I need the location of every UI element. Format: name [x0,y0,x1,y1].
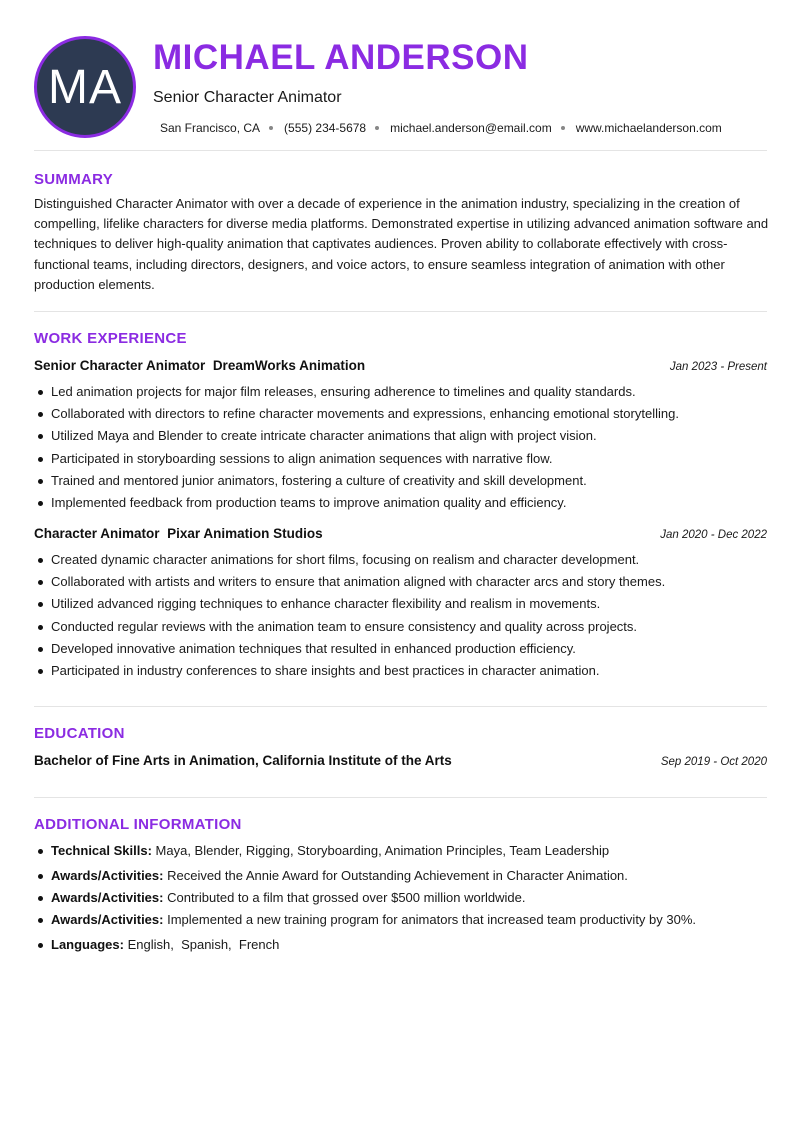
additional-info-heading: ADDITIONAL INFORMATION [34,816,242,833]
contact-phone: (555) 234-5678 [284,121,367,135]
list-item [34,840,767,865]
avatar [34,36,136,138]
list-item: Collaborated with directors to refine character movements and expressions, enhancing emotional storytelling. [34,403,767,425]
list-item [34,909,767,934]
list-item [34,887,767,909]
item-text: English, Spanish, French [127,937,280,953]
list-item: Implemented feedback from production teams to improve animation quality and efficiency. [34,492,767,514]
separator-dot [375,126,379,130]
item-label: Awards/Activities: [51,890,164,906]
summary-heading: SUMMARY [34,171,114,188]
job-header [34,358,767,373]
list-item [34,934,767,956]
list-item: Trained and mentored junior animators, fostering a culture of creativity and skill development. [34,470,767,492]
list-item: Participated in industry conferences to share insights and best practices in character animation. [34,660,767,682]
job-company: Pixar Animation Studios [167,526,323,541]
item-text: Contributed to a film that grossed over $500 million worldwide. [167,890,526,906]
list-item: Conducted regular reviews with the animation team to ensure consistency and quality across projects. [34,616,767,638]
contact-email[interactable]: michael.anderson@email.com [390,121,552,135]
divider [34,150,767,151]
list-item: Participated in storyboarding sessions to align animation sequences with narrative flow. [34,448,767,470]
divider [34,797,767,798]
separator-dot [561,126,565,130]
contact-line [160,121,722,135]
list-item: Developed innovative animation techniques that resulted in enhanced production efficiency. [34,638,767,660]
avatar-initials: MA [48,60,122,114]
additional-info-list [34,840,767,957]
item-text: Maya, Blender, Rigging, Storyboarding, Animation Principles, Team Leadership [155,843,610,858]
item-label: Technical Skills: [51,843,152,858]
education-entry [34,753,767,768]
job-title-line [34,358,365,373]
contact-location: San Francisco, CA [160,121,261,135]
candidate-name: MICHAEL ANDERSON [153,38,529,77]
item-text: Received the Annie Award for Outstanding Achievement in Character Animation. [167,868,628,883]
contact-website[interactable]: www.michaelanderson.com [575,121,722,135]
job-role: Character Animator [34,526,160,541]
work-experience-heading: WORK EXPERIENCE [34,330,187,347]
job-role: Senior Character Animator [34,358,206,373]
list-item: Utilized Maya and Blender to create intricate character animations that align with project vision. [34,425,767,447]
education-heading: EDUCATION [34,725,125,742]
item-label: Awards/Activities: [51,868,164,883]
education-degree: Bachelor of Fine Arts in Animation, California Institute of the Arts [34,753,452,768]
separator-dot [269,126,273,130]
item-text: Implemented a new training program for animators that increased team productivity by 30%. [167,912,697,928]
list-item [34,865,767,887]
divider [34,311,767,312]
list-item: Created dynamic character animations for short films, focusing on realism and character development. [34,549,767,571]
item-label: Awards/Activities: [51,912,164,928]
list-item: Led animation projects for major film releases, ensuring adherence to timelines and quality standards. [34,381,767,403]
job-bullets [34,549,767,682]
education-dates: Sep 2019 - Oct 2020 [660,756,767,768]
job-dates: Jan 2020 - Dec 2022 [660,529,767,541]
job-title-line [34,526,323,541]
item-label: Languages: [51,937,124,953]
candidate-headline: Senior Character Animator [153,89,342,106]
list-item: Utilized advanced rigging techniques to enhance character flexibility and realism in movements. [34,593,767,615]
divider [34,706,767,707]
summary-text: Distinguished Character Animator with over a decade of experience in the animation industry, specializing in the creation of compelling, lifelike characters for diverse media platforms. Demonstrated expertise in utilizing advanced animation software and techniques to deliver high-quality animation that captivates audiences. Proven ability to collaborate effectively with cross-functional teams, including directors, designers, and voice actors, to ensure seamless integration of animation with other production elements. [34,196,769,292]
job-dates: Jan 2023 - Present [669,361,767,373]
job-header [34,526,767,541]
job-company: DreamWorks Animation [212,358,366,373]
job-bullets [34,381,767,514]
list-item: Collaborated with artists and writers to ensure that animation aligned with character arcs and story themes. [34,571,767,593]
